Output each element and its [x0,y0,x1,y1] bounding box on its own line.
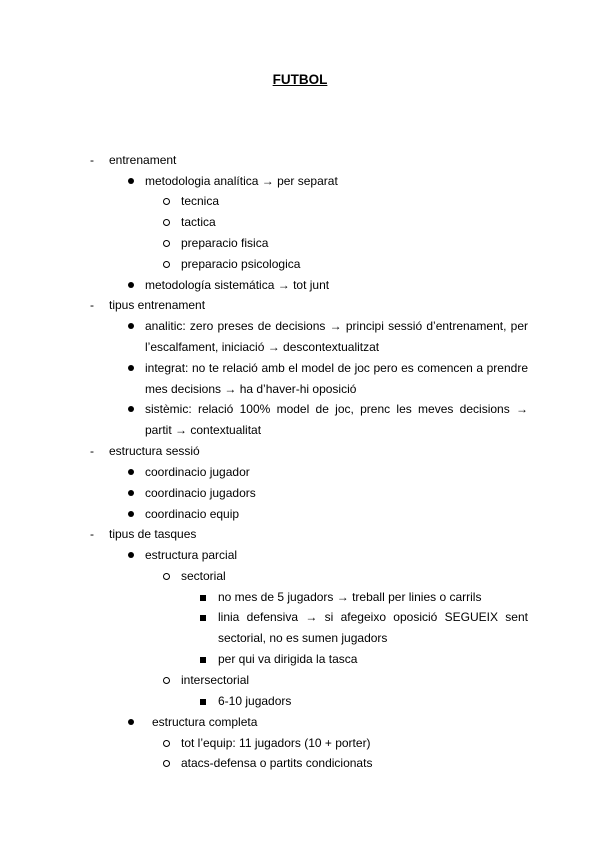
circle-bullet-icon [163,219,170,226]
list-item-text: entrenament [109,153,177,167]
list-item-text: integrat: no te relació amb el model de joc pero es comencen a prendre mes decisions → ha d’haver-hi oposició [145,361,528,396]
list-item-text: coordinacio equip [145,507,240,521]
page-title: FUTBOL [272,72,328,87]
circle-bullet-icon [163,573,170,580]
bullet-icon [128,282,134,288]
list-item-text: metodologia analítica → per separat [145,174,338,188]
bullet-icon [128,365,134,371]
list-item-text: tactica [181,215,216,229]
list-item-text: sistèmic: relació 100% model de joc, prenc les meves decisions → partit → contextualitat [145,402,528,437]
list-item-text: atacs-defensa o partits condicionats [181,756,373,770]
dash-marker: - [90,444,94,458]
list-item-text: metodología sistemática → tot junt [145,278,330,292]
circle-bullet-icon [163,740,170,747]
bullet-icon [128,490,134,496]
list-item-text: coordinacio jugadors [145,486,256,500]
bullet-icon [128,719,134,725]
list-item-text: intersectorial [181,673,250,687]
circle-bullet-icon [163,198,170,205]
bullet-icon [128,323,134,329]
dash-marker: - [90,153,94,167]
list-item-text: estructura sessió [109,444,200,458]
circle-bullet-icon [163,677,170,684]
list-item-text: tecnica [181,194,220,208]
bullet-icon [128,406,134,412]
square-bullet-icon [200,699,206,705]
bullet-icon [128,511,134,517]
list-item-text: estructura parcial [145,548,238,562]
square-bullet-icon [200,615,206,621]
list-item-text: tot l’equip: 11 jugadors (10 + porter) [181,736,371,750]
circle-bullet-icon [163,760,170,767]
circle-bullet-icon [163,240,170,247]
dash-marker: - [90,527,94,541]
list-item-text: tipus de tasques [109,527,197,541]
list-item-text: coordinacio jugador [145,465,250,479]
bullet-icon [128,469,134,475]
list-item-text: no mes de 5 jugadors → treball per linies o carrils [218,590,482,604]
dash-marker: - [90,298,94,312]
list-item-text: analitic: zero preses de decisions → principi sessió d’entrenament, per l’escalfament, iniciació → descontextualitzat [145,319,528,354]
list-item-text: per qui va dirigida la tasca [218,652,358,666]
list-item-text: preparacio fisica [181,236,269,250]
bullet-icon [128,552,134,558]
list-item-text: estructura completa [152,715,258,729]
bullet-icon [128,178,134,184]
circle-bullet-icon [163,261,170,268]
list-item-text: tipus entrenament [109,298,206,312]
list-item-text: 6-10 jugadors [218,694,292,708]
square-bullet-icon [200,657,206,663]
list-item-text: linia defensiva → si afegeixo oposició SEGUEIX sent sectorial, no es sumen jugadors [218,610,528,645]
list-item-text: preparacio psicologica [181,257,301,271]
list-item-text: sectorial [181,569,226,583]
square-bullet-icon [200,595,206,601]
